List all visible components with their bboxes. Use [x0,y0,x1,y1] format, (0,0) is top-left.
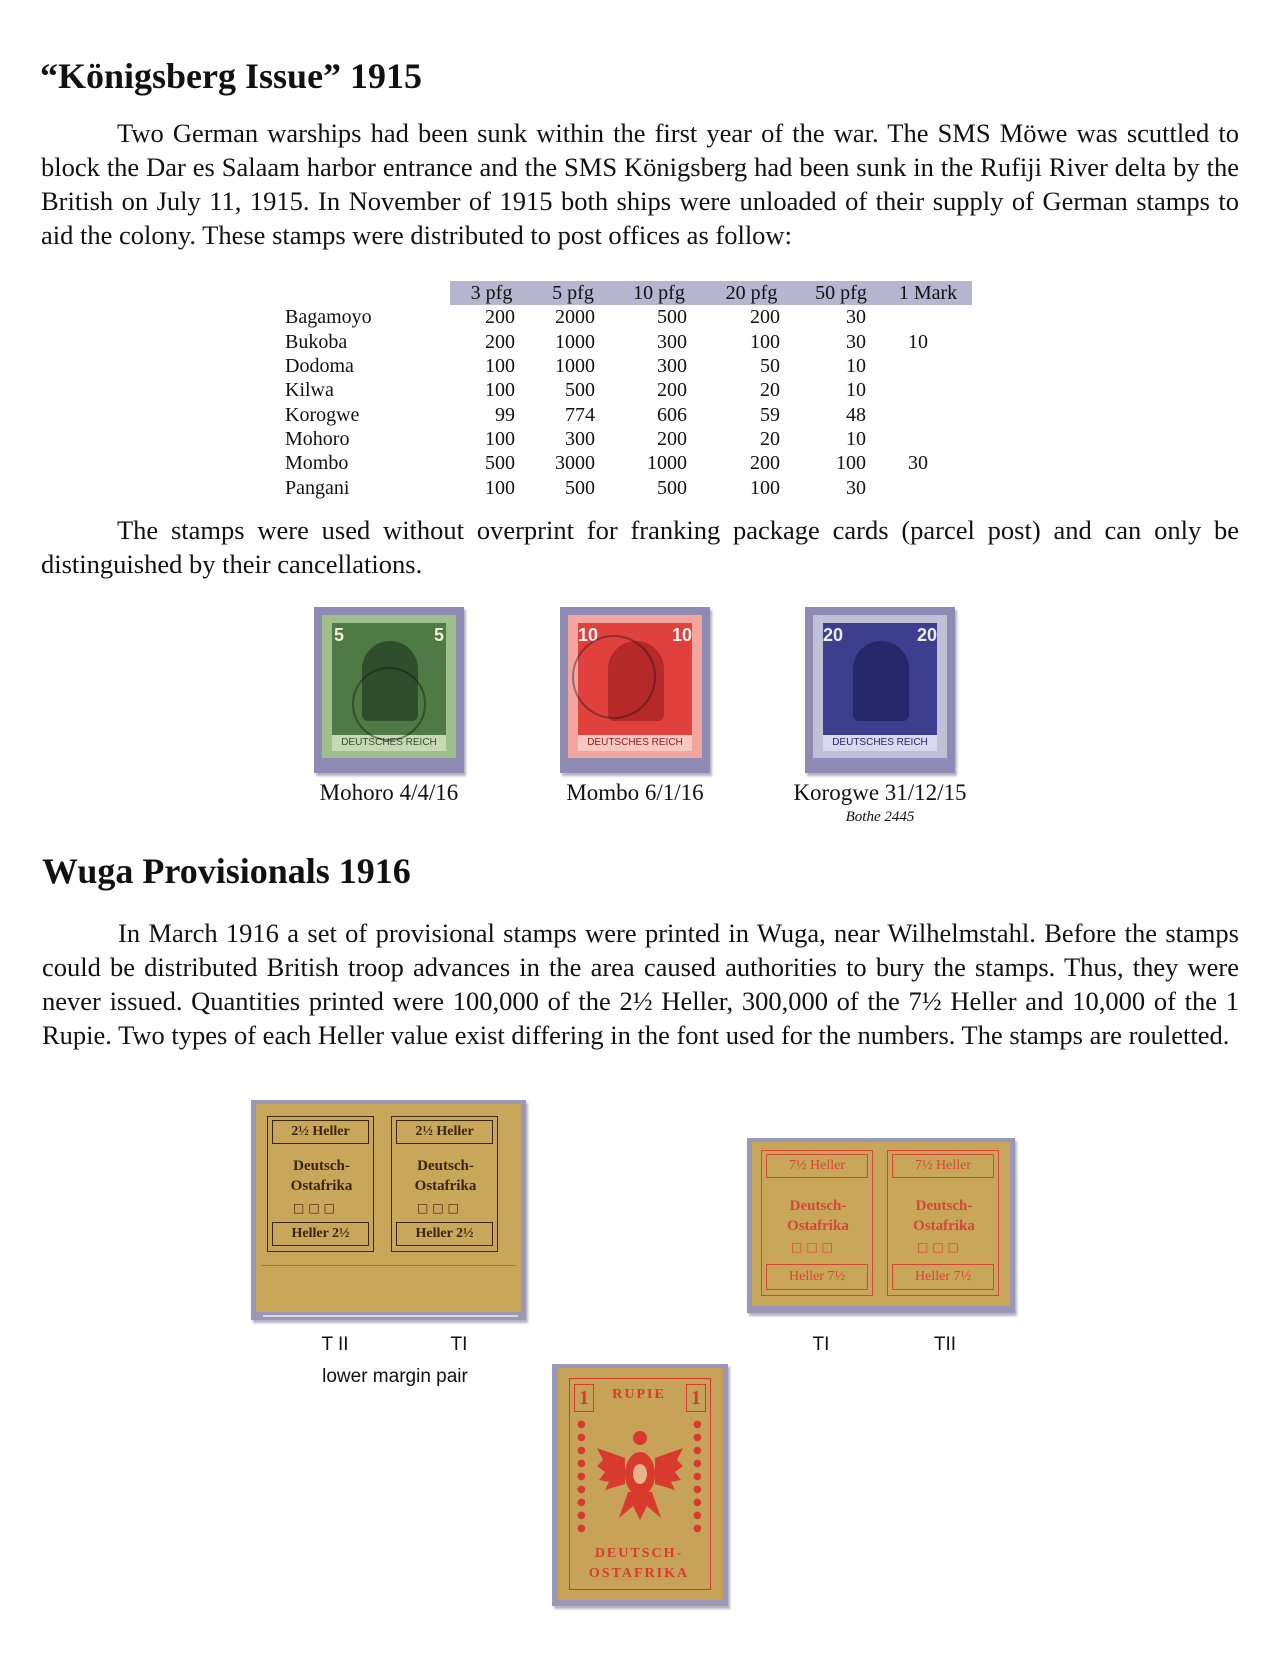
three-boxes-icon: □□□ [791,1240,838,1254]
quantity-cell: 20 [760,379,780,402]
quantity-cell: 100 [485,355,515,378]
quantity-cell [884,475,972,499]
stamp-bottom-label: Heller 7½ [766,1264,868,1290]
table-header-cell: 5 pfg [533,281,613,305]
wuga-paragraph-text: In March 1916 a set of provisional stamps were printed in Wuga, near Wilhelmstahl. Before the stamps could be distributed British troop advances in the area caused authorities to bury the stamps. Thus, they were never issued. Quantities printed were 100,000 of the 2½ Heller, 300,000 of the 7½ Heller and 10,000 of the 1 Rupie. Two types of each Heller value exist differing in the font used for the numbers. The stamps are rouletted. [42,918,1239,1050]
rupie-stamp [557,1368,723,1600]
stamp-top-label: 2½ Heller [396,1120,493,1144]
table-row [285,354,972,378]
stamp-value-left: 5 [334,625,345,645]
three-boxes-icon: □□□ [293,1201,340,1215]
quantity-cell: 300 [657,330,687,353]
quantity-cell [884,402,972,426]
stamp-value-left: 20 [823,625,844,645]
stamp-caption-mohoro: Mohoro 4/4/16 [319,780,459,805]
imperial-eagle-icon [595,1426,685,1522]
pair2-label-right: TII [933,1334,957,1355]
quantity-cell: 10 [846,379,866,402]
quantity-cell: 1000 [555,355,595,378]
quantity-cell: 30 [846,330,866,353]
quantity-cell: 500 [565,379,595,402]
stamp-bottom-label: Heller 2½ [396,1222,493,1246]
table-header-cell: 50 pfg [798,281,884,305]
quantity-cell: 200 [657,379,687,402]
cancellation-postmark [572,635,656,719]
roulette-line [261,1265,516,1266]
stamp-name-line2: Ostafrika [414,1178,477,1194]
quantity-cell: 100 [485,379,515,402]
table-row [285,402,972,426]
table-row [285,475,972,499]
stamp-name-line1: Deutsch- [915,1198,973,1214]
stamp-inscription: DEUTSCHES REICH [823,735,937,751]
table-row [285,427,972,451]
quantity-cell: 300 [657,355,687,378]
dot-column-right: ● ● ● ● ● ● ● ● ● [693,1419,702,1534]
town-name-cell: Pangani [285,476,350,499]
usage-paragraph-text: The stamps were used without overprint for franking package cards (parcel post) and can only be distinguished by their cancellations. [41,515,1239,579]
quantity-cell: 30 [908,452,928,475]
quantity-cell: 30 [846,476,866,499]
stamp-frame-1-rupie [552,1364,728,1606]
stamp-top-label: 2½ Heller [272,1120,369,1144]
quantity-cell: 20 [760,427,780,450]
stamp-20pfg [813,615,947,758]
quantity-cell: 606 [657,403,687,426]
heller-stamp-type-1 [389,1114,502,1254]
heller-stamp-type-2 [885,1148,1003,1298]
quantity-cell: 48 [846,403,866,426]
quantity-cell: 100 [750,476,780,499]
frame-edge [263,1315,518,1317]
table-header-cell: 10 pfg [613,281,705,305]
stamp-frame-2-5-heller-pair [251,1100,526,1320]
stamp-frame-20pfg [805,607,955,773]
stamp-value-right: 10 [671,625,692,645]
intro-paragraph [41,116,1239,252]
quantity-cell: 100 [485,427,515,450]
section-title-koenigsberg: “Königsberg Issue” 1915 [40,56,423,96]
stamp-name-line2: Ostafrika [913,1218,975,1234]
stamp-inscription: DEUTSCHES REICH [332,735,446,751]
stamp-value-left: 10 [578,625,599,645]
stamp-5pfg [322,615,456,758]
rupie-bottom-line1: DEUTSCH- [594,1546,684,1561]
section-title-wuga: Wuga Provisionals 1916 [42,851,411,891]
quantity-cell: 774 [565,403,595,426]
quantity-cell: 3000 [555,452,595,475]
quantity-cell: 200 [750,306,780,329]
dot-column-left: ● ● ● ● ● ● ● ● ● [577,1419,586,1534]
quantity-cell: 1000 [555,330,595,353]
stamp-value-right: 20 [916,625,937,645]
quantity-cell: 100 [485,476,515,499]
quantity-cell: 99 [495,403,515,426]
usage-paragraph [41,513,1239,581]
table-body [285,305,972,499]
town-name-cell: Bukoba [285,330,348,353]
stamp-bottom-label: Heller 7½ [892,1264,994,1290]
table-header-cell: 3 pfg [450,281,533,305]
stamp-inscription: DEUTSCHES REICH [578,735,692,751]
stamp-bottom-label: Heller 2½ [272,1222,369,1246]
table-header-blank [285,281,450,305]
rupie-top-label: RUPIE [612,1387,666,1402]
quantity-cell: 10 [908,330,928,353]
distribution-table [285,281,972,500]
germania-figure-icon [853,641,909,721]
quantity-cell [884,305,972,329]
pair1-caption: lower margin pair [322,1366,468,1387]
quantity-cell: 30 [846,306,866,329]
stamp-name-line2: Ostafrika [787,1218,849,1234]
rupie-bottom-line2: OSTAFRIKA [588,1566,690,1581]
stamp-name-line2: Ostafrika [290,1178,353,1194]
quantity-cell: 200 [485,306,515,329]
quantity-cell: 500 [657,476,687,499]
quantity-cell: 1000 [647,452,687,475]
stamp-10pfg [568,615,702,758]
quantity-cell [884,354,972,378]
heller-stamp-type-1 [759,1148,877,1298]
stamp-caption-mombo: Mombo 6/1/16 [566,780,704,805]
rupie-value-left: 1 [574,1384,594,1412]
stamp-name-line1: Deutsch- [417,1158,474,1174]
town-name-cell: Mohoro [285,427,350,450]
table-row [285,305,972,329]
stamp-top-label: 7½ Heller [766,1154,868,1178]
quantity-cell: 300 [565,427,595,450]
stamp-value-right: 5 [433,625,444,645]
table-row [285,451,972,475]
quantity-cell: 59 [760,403,780,426]
town-name-cell: Bagamoyo [285,306,372,329]
stamp-caption-korogwe: Korogwe 31/12/15 [793,780,967,805]
quantity-cell: 200 [657,427,687,450]
table-header-cell: 1 Mark [884,281,972,305]
stamp-frame-10pfg [560,607,710,773]
quantity-cell: 10 [846,355,866,378]
town-name-cell: Dodoma [285,355,354,378]
quantity-cell [884,427,972,451]
quantity-cell: 2000 [555,306,595,329]
quantity-cell: 500 [657,306,687,329]
table-row [285,378,972,402]
quantity-cell: 10 [846,427,866,450]
stamp-name-line1: Deutsch- [789,1198,847,1214]
bothe-reference-note: Bothe 2445 [845,809,915,825]
wuga-paragraph [42,916,1239,1052]
pair1-label-right: TI [450,1334,468,1355]
stamp-frame-5pfg [314,607,464,773]
stamp-name-line1: Deutsch- [293,1158,350,1174]
stamp-frame-7-5-heller-pair [747,1138,1015,1313]
quantity-cell: 500 [565,476,595,499]
quantity-cell [884,378,972,402]
quantity-cell: 200 [485,330,515,353]
three-boxes-icon: □□□ [417,1201,464,1215]
pair2-label-left: TI [812,1334,830,1355]
town-name-cell: Korogwe [285,403,360,426]
cancellation-postmark [352,667,426,741]
stamp-top-label: 7½ Heller [892,1154,994,1178]
quantity-cell: 100 [836,452,866,475]
table-header-row [285,281,972,305]
pair1-label-left: T II [321,1334,349,1355]
table-row [285,330,972,354]
quantity-cell: 50 [760,355,780,378]
three-boxes-icon: □□□ [917,1240,964,1254]
intro-paragraph-text: Two German warships had been sunk within the first year of the war. The SMS Möwe was scuttled to block the Dar es Salaam harbor entrance and the SMS Königsberg had been sunk in the Rufiji River delta by the British on July 11, 1915. In November of 1915 both ships were unloaded of their supply of German stamps to aid the colony. These stamps were distributed to post offices as follow: [41,118,1239,250]
town-name-cell: Mombo [285,452,349,475]
quantity-cell: 200 [750,452,780,475]
table-header-cell: 20 pfg [705,281,798,305]
rupie-value-right: 1 [686,1384,706,1412]
heller-stamp-type-2 [265,1114,378,1254]
town-name-cell: Kilwa [285,379,334,402]
quantity-cell: 500 [485,452,515,475]
quantity-cell: 100 [750,330,780,353]
